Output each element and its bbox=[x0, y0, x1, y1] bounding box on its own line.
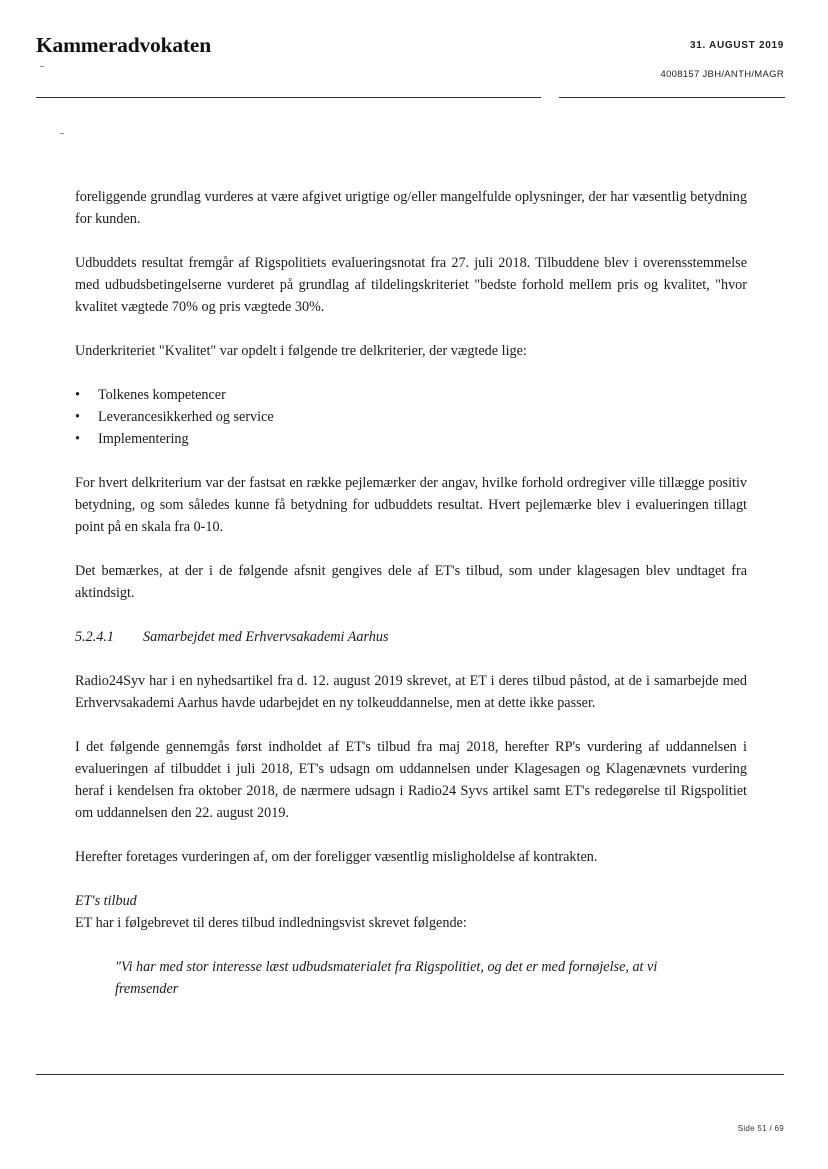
page-number: Side 51 / 69 bbox=[737, 1124, 784, 1133]
footer-rule bbox=[36, 1074, 784, 1075]
header-rule-right bbox=[559, 97, 785, 98]
document-date: 31. AUGUST 2019 bbox=[689, 40, 784, 51]
paragraph: For hvert delkriterium var der fastsat en række pejlemærker der angav, hvilke forhold ordregiver ville tillægge positiv betydning, og som således kunne få betydning for udbuddets resultat. Hvert pejlemærke blev i evalueringen tillagt point på en skala fra 0-10. bbox=[75, 475, 747, 535]
paragraph: foreliggende grundlag vurderes at være afgivet urigtige og/eller mangelfulde oplysninger, der har væsentlig betydning for kunden. bbox=[75, 189, 747, 227]
bullet-icon: • bbox=[75, 431, 80, 447]
section-heading bbox=[75, 626, 747, 648]
section-number: 5.2.4.1 bbox=[75, 629, 115, 645]
paragraph: Underkriteriet "Kvalitet" var opdelt i følgende tre delkriterier, der vægtede lige: bbox=[75, 343, 527, 359]
document-body bbox=[75, 186, 747, 1000]
paragraph: Det bemærkes, at der i de følgende afsnit gengives dele af ET's tilbud, som under klagesagen blev undtaget fra aktindsigt. bbox=[75, 563, 747, 601]
list-item-text: Tolkenes kompetencer bbox=[98, 387, 226, 403]
section-title: Samarbejdet med Erhvervsakademi Aarhus bbox=[143, 629, 389, 645]
subheading: ET's tilbud bbox=[75, 893, 137, 909]
kammeradvokaten-logo: Kammeradvokaten bbox=[36, 33, 211, 57]
list-item-text: Implementering bbox=[98, 431, 189, 447]
list-item bbox=[75, 384, 747, 406]
list-item bbox=[75, 406, 747, 428]
criteria-list bbox=[75, 384, 747, 450]
block-quote: "Vi har med stor interesse læst udbudsmaterialet fra Rigspolitiet, og det er med fornøjelse, at vi fremsender bbox=[115, 959, 658, 997]
paragraph: Radio24Syv har i en nyhedsartikel fra d. 12. august 2019 skrevet, at ET i deres tilbud påstod, at de i samarbejde med Erhvervsakademi Aarhus havde udarbejdet en ny tolkeuddannelse, men at dette ikke passer. bbox=[75, 673, 747, 711]
document-reference: 4008157 JBH/ANTH/MAGR bbox=[660, 69, 784, 80]
scan-speck bbox=[60, 133, 64, 134]
bullet-icon: • bbox=[75, 409, 80, 425]
paragraph: Herefter foretages vurderingen af, om der foreligger væsentlig misligholdelse af kontrakten. bbox=[75, 849, 598, 865]
paragraph: I det følgende gennemgås først indholdet af ET's tilbud fra maj 2018, herefter RP's vurdering af uddannelsen i evalueringen af tilbuddet i juli 2018, ET's udsagn om uddannelsen under Klagesagen og Klagenævnets vurdering heraf i kendelsen fra oktober 2018, de nærmere udsagn i Radio24 Syvs artikel samt ET's redegørelse til Rigspolitiet om uddannelsen den 22. august 2019. bbox=[75, 739, 747, 821]
bullet-icon: • bbox=[75, 387, 80, 403]
paragraph: Udbuddets resultat fremgår af Rigspolitiets evalueringsnotat fra 27. juli 2018. Tilbuddene blev i overensstemmelse med udbudsbetingelserne vurderet på grundlag af tildelingskriteriet "bedste forhold mellem pris og kvalitet, "hvor kvalitet vægtede 70% og pris vægtede 30%. bbox=[75, 255, 747, 315]
header-rule-left bbox=[36, 97, 541, 98]
paragraph: ET har i følgebrevet til deres tilbud indledningsvist skrevet følgende: bbox=[75, 915, 467, 931]
scan-speck bbox=[40, 66, 44, 67]
list-item bbox=[75, 428, 747, 450]
list-item-text: Leverancesikkerhed og service bbox=[98, 409, 274, 425]
